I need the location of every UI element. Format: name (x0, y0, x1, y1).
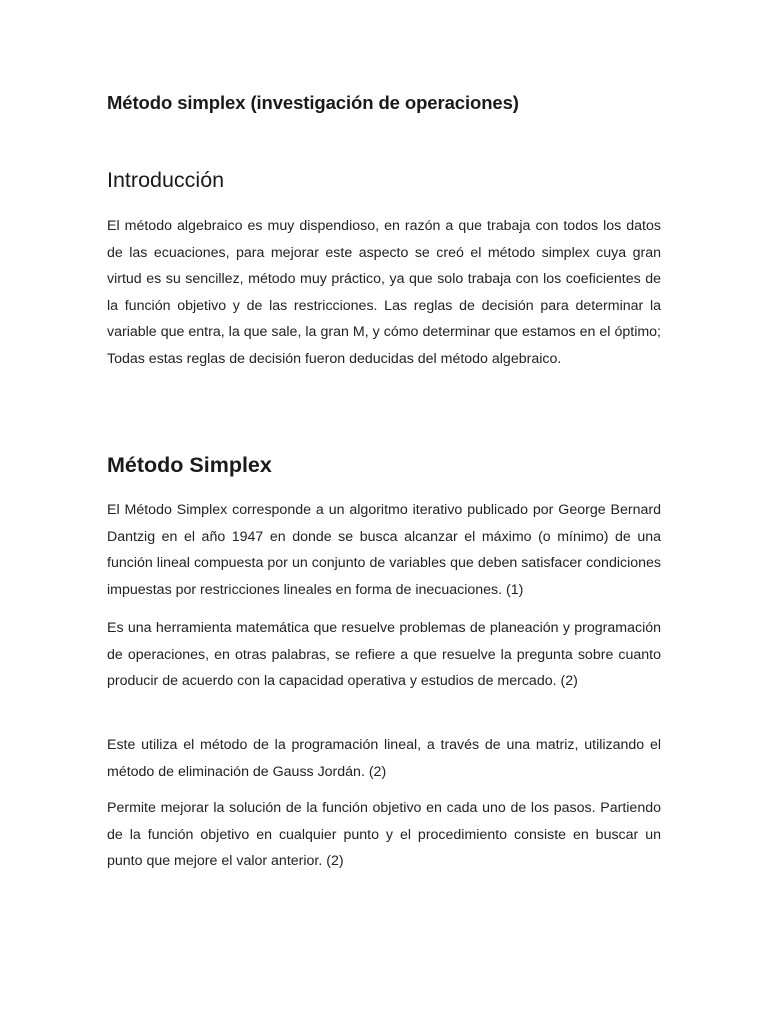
section-heading-metodo-simplex: Método Simplex (107, 453, 272, 477)
paragraph-simplex-1: El Método Simplex corresponde a un algoritmo iterativo publicado por George Bernard Dantzig en el año 1947 en donde se busca alcanzar el máximo (o mínimo) de una función lineal compuesta por un conjunto de variables que deben satisfacer condiciones impuestas por restricciones lineales en forma de inecuaciones. (1) (107, 502, 661, 598)
paragraph-simplex-2: Es una herramienta matemática que resuelve problemas de planeación y programación de operaciones, en otras palabras, se refiere a que resuelve la pregunta sobre cuanto producir de acuerdo con la capacidad operativa y estudios de mercado. (2) (107, 620, 661, 690)
section-heading-introduccion: Introducción (107, 168, 225, 192)
paragraph-simplex-3: Este utiliza el método de la programación lineal, a través de una matriz, utilizando el método de eliminación de Gauss Jordán. (2) (107, 737, 661, 780)
paragraph-introduccion: El método algebraico es muy dispendioso, en razón a que trabaja con todos los datos de las ecuaciones, para mejorar este aspecto se creó el método simplex cuya gran virtud es su sencillez, método muy práctico, ya que solo trabaja con los coeficientes de la función objetivo y de las restricciones. Las reglas de decisión para determinar la variable que entra, la que sale, la gran M, y cómo determinar que estamos en el óptimo; Todas estas reglas de decisión fueron deducidas del método algebraico. (107, 218, 661, 367)
document-title: Método simplex (investigación de operaciones) (107, 92, 519, 113)
paragraph-simplex-4: Permite mejorar la solución de la función objetivo en cada uno de los pasos. Partiendo de la función objetivo en cualquier punto y el procedimiento consiste en buscar un punto que mejore el valor anterior. (2) (107, 800, 661, 870)
